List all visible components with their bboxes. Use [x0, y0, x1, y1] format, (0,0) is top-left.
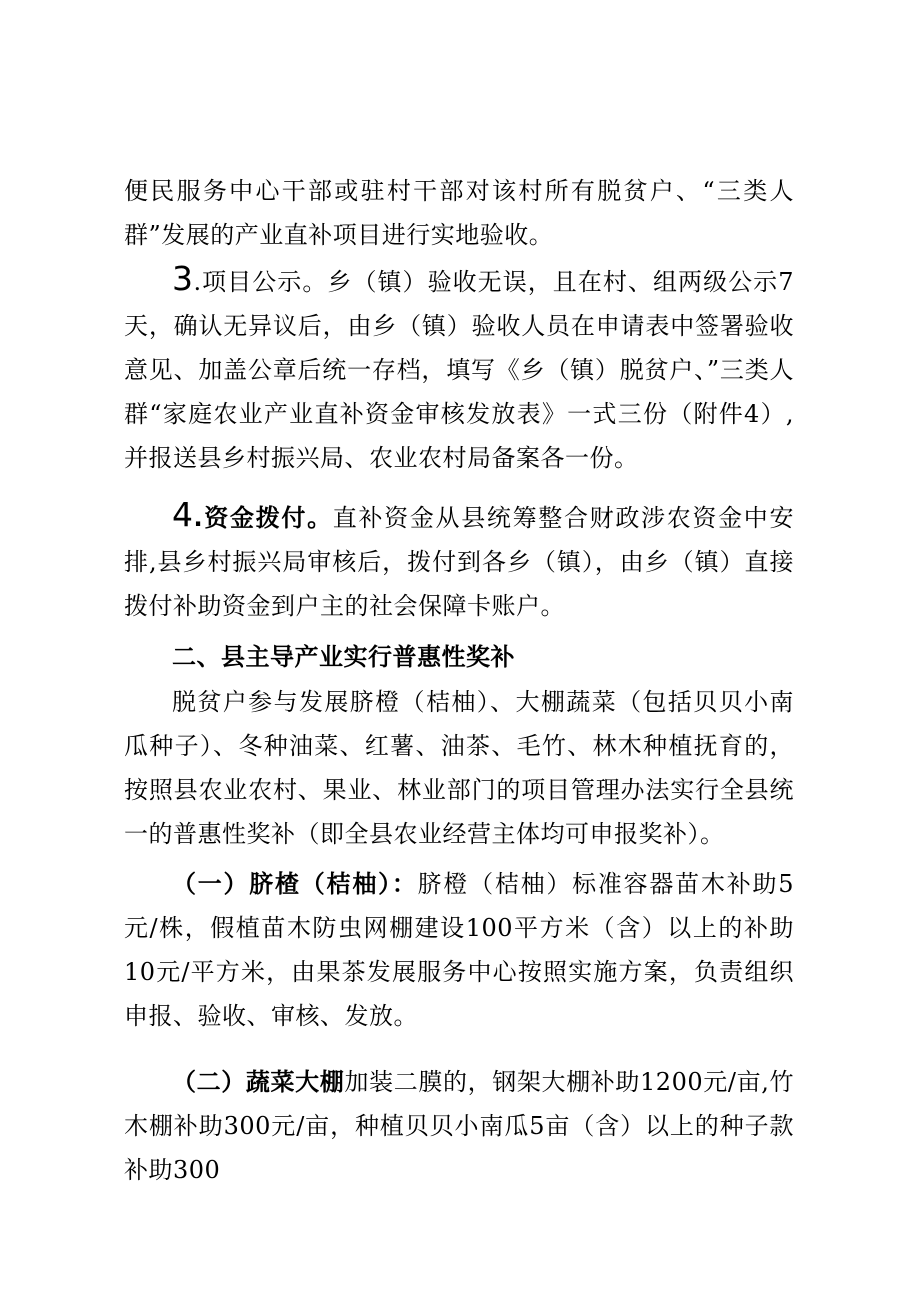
navel-orange-text: 脐橙（桔柚）标准容器苗木补助5元/株，假植苗木防虫网棚建设100平方米（含）以上的补助10元/平方米，由果茶发展服务中心按照实施方案，负责组织申报、验收、审核、发放。	[124, 870, 794, 1030]
section-heading-2: 二、县主导产业实行普惠性奖补	[172, 643, 515, 671]
paragraph-project-publicity	[124, 257, 794, 480]
paragraph-fund-allocation	[124, 493, 794, 628]
paragraph-acceptance-text: 便民服务中心干部或驻村干部对该村所有脱贫户、“三类人群”发展的产业直补项目进行实地验收。	[124, 177, 794, 249]
item-number-4: 4	[172, 495, 194, 534]
paragraph-vegetable-greenhouse	[124, 1060, 794, 1192]
navel-orange-title: （一）脐楂（桔柚）：	[172, 870, 418, 898]
paragraph-navel-orange	[124, 862, 794, 1038]
item-number-3: 3	[172, 259, 194, 298]
fund-allocation-title: .资金拨付。	[193, 504, 333, 532]
fund-allocation-text: 直补资金从县统筹整合财政涉农资金中安排,县乡村振兴局审核后，拨付到各乡（镇），由乡（镇）直接拨付补助资金到户主的社会保障卡账户。	[124, 504, 794, 620]
vegetable-greenhouse-title: （二）蔬菜大棚	[172, 1068, 345, 1096]
vegetable-greenhouse-text: 加装二膜的，钢架大棚补助1200元/亩,竹木棚补助300元/亩，种植贝贝小南瓜5亩（含）以上的种子款补助300	[124, 1068, 794, 1184]
paragraph-acceptance	[124, 169, 794, 257]
paragraph-publicity-text: .项目公示。乡（镇）验收无误，且在村、组两级公示7天，确认无异议后，由乡（镇）验收人员在申请表中签署验收意见、加盖公章后统一存档，填写《乡（镇）脱贫户、”三类人群“家庭农业产业直补资金审核发放表》一式三份（附件4）,并报送县乡村振兴局、农业农村局备案各一份。	[124, 268, 794, 472]
paragraph-inclusive-subsidy	[124, 680, 794, 856]
inclusive-subsidy-text: 脱贫户参与发展脐橙（桔柚）、大棚蔬菜（包括贝贝小南瓜种子）、冬种油菜、红薯、油茶、毛竹、林木种植抚育的，按照县农业农村、果业、林业部门的项目管理办法实行全县统一的普惠性奖补（即全县农业经营主体均可申报奖补）。	[124, 688, 794, 848]
